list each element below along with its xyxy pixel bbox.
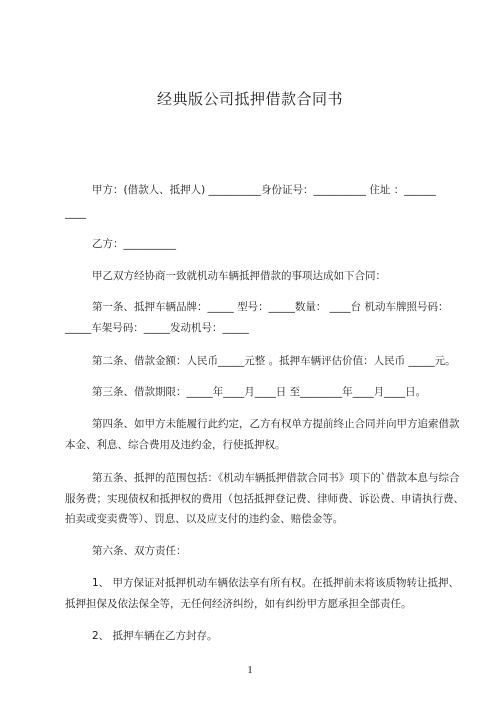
- article-5-line-3: 拍卖或变卖费等）、罚息、以及应支付的违约金、赔偿金等。: [65, 513, 344, 525]
- article-5-line-1: 第五条、抵押的范围包括：《机动车辆抵押借款合同书》项下的`借款本息与综合: [92, 472, 460, 484]
- article-4-line-2: 本金、利息、综合费用及违约金，行使抵押权。: [65, 439, 286, 451]
- agreement-intro: 甲乙双方经协商一致就机动车辆抵押借款的事项达成如下合同：: [92, 270, 386, 282]
- party-b-line: 乙方：__________: [92, 238, 176, 250]
- article-6-item-2: 2、 抵押车辆在乙方封存。: [92, 630, 218, 642]
- article-6-heading: 第六条、双方责任：: [92, 545, 187, 557]
- document-title: 经典版公司抵押借款合同书: [156, 90, 343, 108]
- article-6-item-1-line-2: 抵押担保及依法保全等，无任何经济纠纷，如有纠纷甲方愿承担全部责任。: [65, 598, 412, 610]
- article-1-line-2: _____车架号码：_____发动机号：_____: [65, 322, 249, 334]
- article-5-line-2: 服务费；实现债权和抵押权的费用（包括抵押登记费、律师费、诉讼费、申请执行费、: [65, 493, 464, 505]
- party-a-line: 甲方：(借款人、抵押人) __________身份证号：__________ 住址 ：______: [92, 184, 436, 196]
- article-6-item-1-line-1: 1、 甲方保证对抵押机动车辆依法享有所有权。在抵押前未将该质物转让抵押、: [92, 577, 460, 589]
- article-4-line-1: 第四条、如甲方未能履行此约定，乙方有权单方提前终止合同并向甲方追索借款: [92, 418, 460, 430]
- article-2-line: 第二条、借款金额：人民币_____元整 。抵押车辆评估价值：人民币 _____元。: [92, 355, 456, 367]
- page-number: 1: [247, 664, 253, 676]
- article-1-line-1: 第一条、抵押车辆品牌：_____ 型号：_____数量： ____台 机动车牌照号码：: [92, 301, 449, 313]
- article-3-line: 第三条、借款期限：_____年____月____日 至________年____月____日。: [92, 386, 427, 398]
- party-a-line-continued: ____: [65, 207, 86, 219]
